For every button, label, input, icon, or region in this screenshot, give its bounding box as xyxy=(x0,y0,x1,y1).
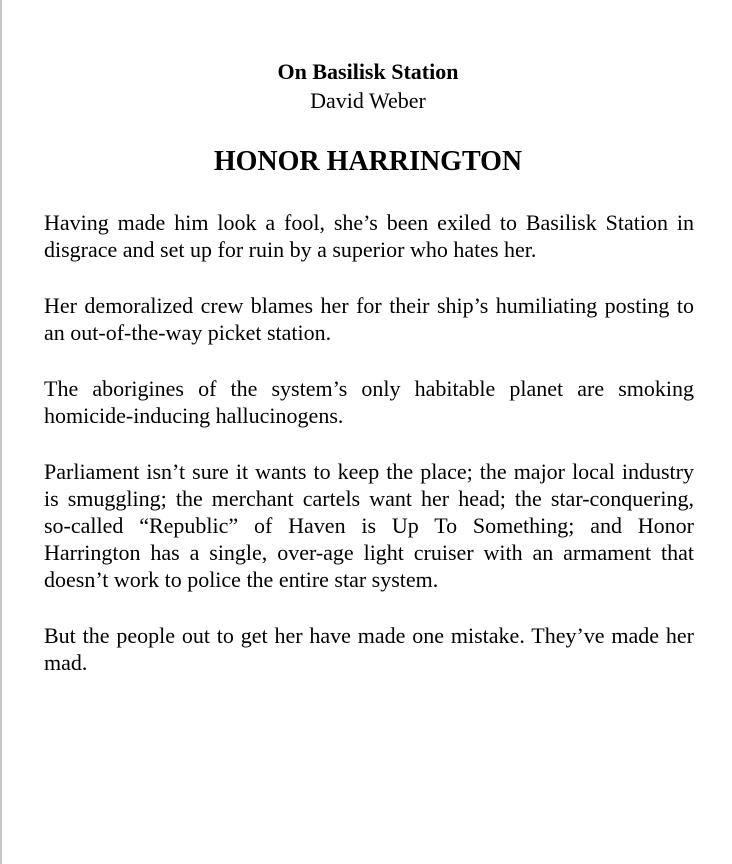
chapter-heading: HONOR HARRINGTON xyxy=(213,146,523,177)
paragraph: The aborigines of the system’s only habitable planet are smoking homicide-inducing hallucinogens. xyxy=(44,376,694,428)
paragraph: Parliament isn’t sure it wants to keep the place; the major local industry is smuggling; the merchant cartels want her head; the star-conquering, so-called “Republic” of Haven is Up To Something; and Honor Harrington has a single, over-age light cruiser with an armament that doesn’t work to police the entire star system. xyxy=(44,459,694,592)
body-text xyxy=(44,209,694,705)
paragraph: Having made him look a fool, she’s been exiled to Basilisk Station in disgrace and set up for ruin by a superior who hates her. xyxy=(44,210,694,262)
paragraph: But the people out to get her have made one mistake. They’ve made her mad. xyxy=(44,623,694,675)
paragraph: Her demoralized crew blames her for their ship’s humiliating posting to an out-of-the-way picket station. xyxy=(44,293,694,345)
book-author: David Weber xyxy=(310,88,426,113)
book-title: On Basilisk Station xyxy=(277,59,459,84)
